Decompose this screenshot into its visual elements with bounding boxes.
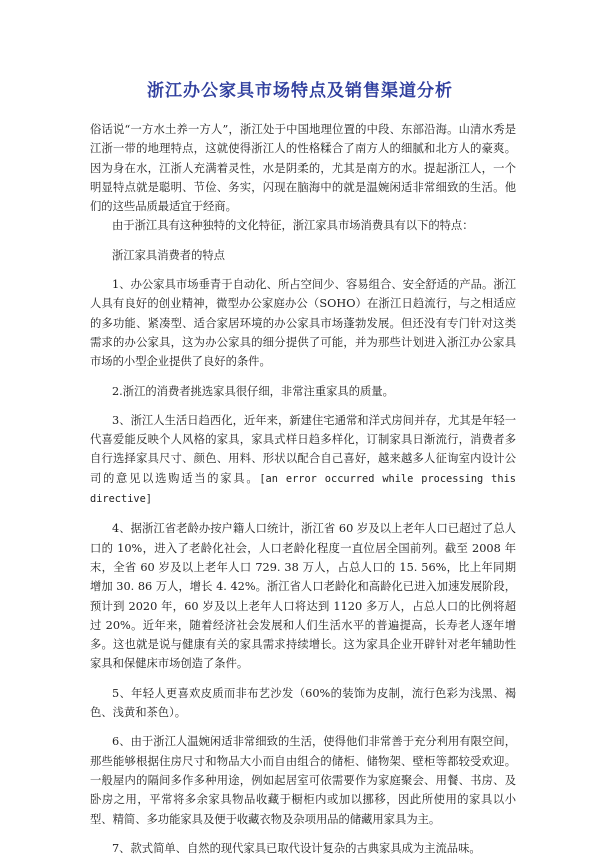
paragraph-intro: 俗话说“一方水土养一方人”，浙江处于中国地理位置的中段、东部沿海。山清水秀是江浙一带的地理特点，这就使得浙江人的性格糅合了南方人的细腻和北方人的豪爽。因为身在水，江浙人充满着灵性，水是阴柔的，尤其是南方的水。提起浙江人，一个明显特点就是聪明、节俭、务实，闪现在脑海中的就是温婉闲适非常细致的生活。他们的这些品质最适宜于经商。: [90, 123, 516, 214]
error-directive-text: [an error occurred while processing this directive]: [90, 472, 516, 506]
paragraph-point-6: 6、由于浙江人温婉闲适非常细致的生活，使得他们非常善于充分利用有限空间，那些能够根据住房尺寸和物品大小而自由组合的储柜、储物架、壁柜等都较受欢迎。一般屋内的隔间多作多种用途，例如起居室可依需要作为家庭聚会、用餐、书房、及卧房之用，平常将多余家具物品收藏于橱柜内或加以挪移，因此所使用的家具以小型、精简、多功能家具及便于收藏衣物及杂项用品的储藏用家具为主。: [90, 735, 516, 826]
paragraph-point-5: 5、年轻人更喜欢皮质而非布艺沙发（60%的装饰为皮制，流行色彩为浅黑、褐色、浅黄和茶色）。: [90, 686, 516, 720]
document-body: [90, 120, 516, 858]
document-title: 浙江办公家具市场特点及销售渠道分析: [147, 81, 453, 101]
paragraph-point-7: 7、款式简单、自然的现代家具已取代设计复杂的古典家具成为主流品味。: [112, 841, 481, 855]
paragraph-lead: 由于浙江具有这种独特的文化特征，浙江家具市场消费具有以下的特点：: [112, 219, 474, 233]
paragraph-point-4: 4、据浙江省老龄办按户籍人口统计，浙江省 60 岁及以上老年人口已超过了总人口的 10%，进入了老龄化社会，人口老龄化程度一直位居全国前列。截至 2008 年末，全省 60 岁及以上老年人口 729. 38 万人，占总人口的 15. 56%，比上年同期增加 30. 86 万人，增长 4. 42%。浙江省人口老龄化和高龄化已进入加速发展阶段，预计到 2020 年，60 岁及以上老年人口将达到 1120 多万人，占总人口的比例将超过 20%。近年来，随着经济社会发展和人们生活水平的普遍提高，长寿老人逐年增多。这也就是说与健康有关的家具需求持续增长。这为家具企业开辟针对老年辅助性家具和保健床市场创造了条件。: [90, 522, 516, 671]
paragraph-point-3: [90, 411, 516, 509]
section-heading: 浙江家具消费者的特点: [112, 248, 225, 262]
paragraph-point-3-text: 3、浙江人生活日趋西化，近年来，新建住宅通常和洋式房间并存，尤其是年轻一代喜爱能反映个人风格的家具，家具式样日趋多样化，订制家具日渐流行，消费者多自行选择家具尺寸、颜色、用料、形状以配合自己喜好，越来越多人征询室内设计公司的意见以选购适当的家具。: [90, 413, 516, 485]
paragraph-point-2: 2.浙江的消费者挑选家具很仔细，非常注重家具的质量。: [112, 384, 394, 398]
paragraph-point-1: 1、办公家具市场垂青于自动化、所占空间少、容易组合、安全舒适的产品。浙江人具有良好的创业精神，微型办公家庭办公（SOHO）在浙江日趋流行，与之相适应的多功能、紧凑型、适合家居环境的办公家具市场蓬勃发展。但还没有专门针对这类需求的办公家具，这为办公家具的细分提供了可能，并为那些计划进入浙江办公家具市场的小型企业提供了良好的条件。: [90, 278, 516, 369]
